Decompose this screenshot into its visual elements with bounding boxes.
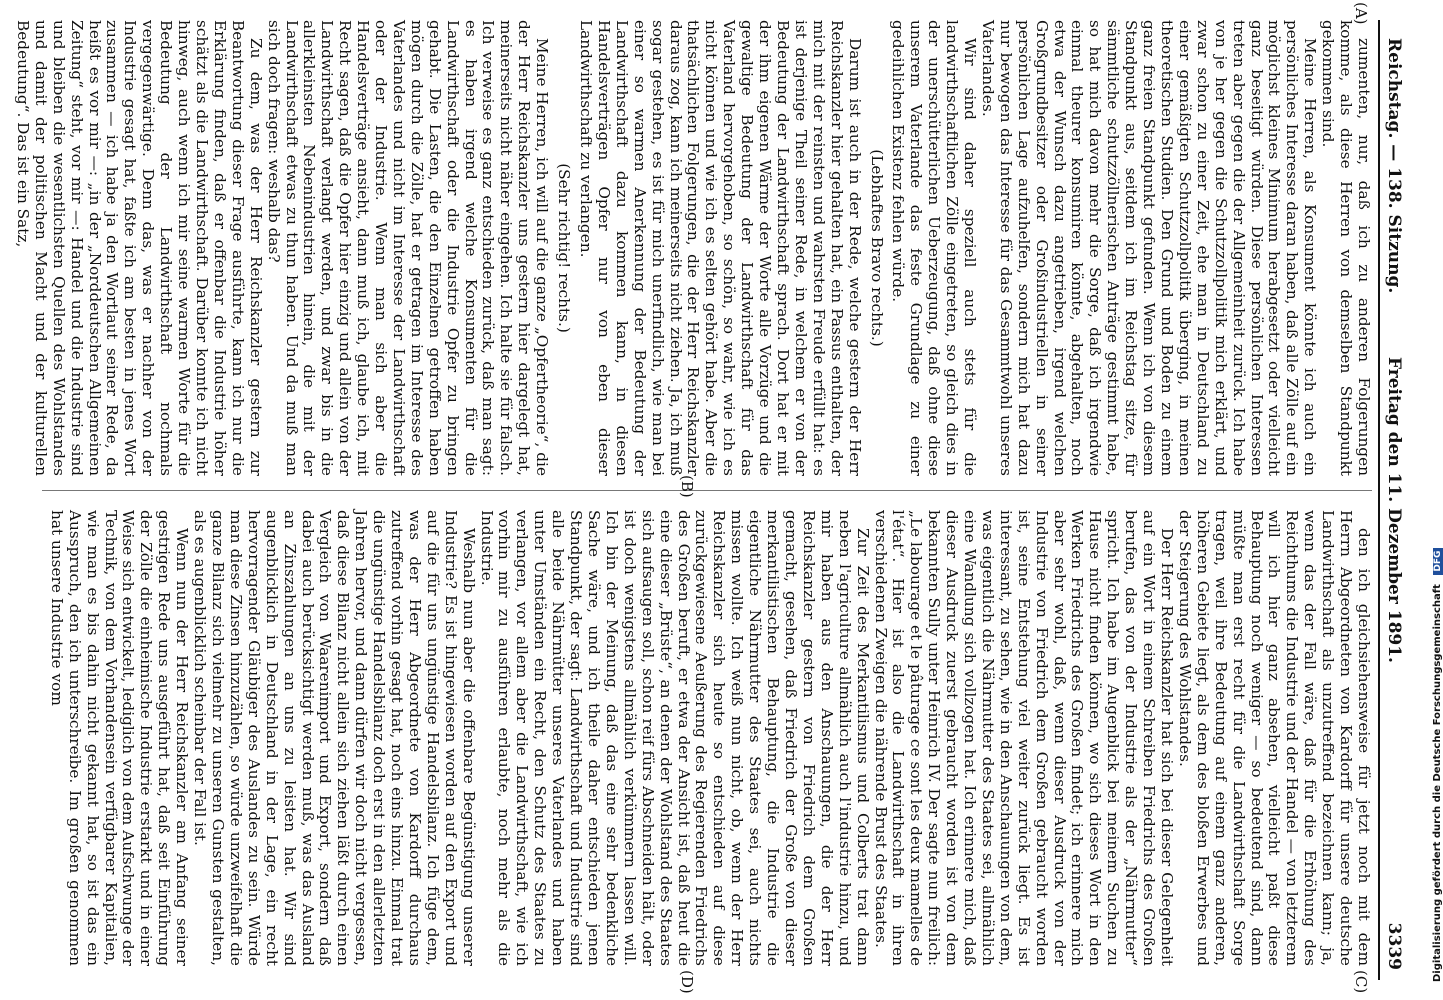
- left-paragraph: Wir sind daher speziell auch stets für die landwirthschaftlichen Zölle eingetreten, so gleich dies in der unerschütterlichen Ueberzeugung, daß ohne diese unserem Vaterlande das feste Grundlage zu einer gedeihlichen Existenz fehlen würde.: [889, 20, 980, 476]
- page-number: 3339: [1384, 922, 1404, 970]
- right-column: [42, 510, 1372, 966]
- left-paragraph: (Sehr richtig! rechts.): [555, 163, 574, 333]
- section-marker-d: (D): [678, 970, 696, 994]
- right-paragraph: Zur Zeit des Merkantilismus und Colberts trat dann neben l'agriculture allmählich auch l'industrie hinzu, und mir haben aus den Anschauungen, die der Herr Reichskanzler gestern von Friedrich dem Großen gemacht, gesehen, daß Friedrich der Große von dieser merkantilistischen Behauptung, die Industrie die eigentliche Nährmutter des Staates sei, auch nichts missen wollte. Ich weiß nun nicht, ob, wenn der Herr Reichskanzler sich heute so entschieden auf diese zurückgewiesene Aeußerung des Regierenden Friedrichs des Großen beruft, er etwa der Ansicht ist, daß heut die eine dieser „Brüste“, an denen der Wohlstand des Staates sich aufsaugen soll, schon reif fürs Abschneiden hält, oder ist doch wenigstens allmählich verkümmern lassen will. Ich bin der Meinung, daß das eine sehr bedenkliche Sache wäre, und ich theile daher entschieden jenen Standpunkt, der sagt: Landwirthschaft und Industrie sind alle beide Nährmütter unseres Vaterlandes und haben unter Umständen ein Recht, den Schutz des Staates zu verlangen, vor allem aber die Landwirthschaft, wie ich vorhin mir zu ausführen erlaubte, noch mehr als die Industrie.: [477, 510, 872, 966]
- header-date: Freitag den 11. Dezember 1891.: [1384, 357, 1404, 663]
- header-rule: [1378, 20, 1380, 980]
- left-paragraph: (Lebhaftes Bravo rechts.): [867, 149, 886, 347]
- right-paragraph: Wenn nun der Herr Reichskanzler am Anfang seiner gestrigen Rede uns ausgeführt hat, daß seit Einführung der Zölle die einheimische Industrie erstarkt und in einer Weise sich entwickelt, lediglich von dem Aufschwunge der Technik, von dem Vorhandensein verfügbarer Kapitalien, wie man es bis dahin nicht gekannt hat, so ist das ein Ausspruch, den ich unterschreibe. Im großen genommen hat unsere Industrie vom: [47, 510, 192, 966]
- right-paragraph: den ich gleichsiehensweise für jetzt noch mit dem Herrn Abgeordneten von Kardorff für unsere deutsche Landwirthschaft als unzutreffend bezeichnen kann; ja, wenn das der Fall wäre, daß für die Erhöhung des Reichthums die Industrie und der Handel — von letzterem will ich hier ganz absehen, vielleicht paßt diese Behauptung noch weniger — so bedeutend sind, dann müßte man erst recht für die Landwirthschaft Sorge tragen, weil ihre Bedeutung auf einem ganz anderen, höheren Gebiete liegt, als dem des bloßen Erwerbes und der Steigerung des Wohlstandes.: [1175, 510, 1373, 966]
- left-column: [13, 20, 1373, 476]
- left-paragraph: Zu dem, was der Herr Reichskanzler gestern zur Beantwortung dieser Frage ausführte, kann ich nur die Erklärung finden, daß er offenbar die Industrie höher schätzt als die Landwirthschaft. Darüber konnte ich nicht hinweg, auch wenn ich mir seine warmen Worte für die Bedeutung der Landwirthschaft nochmals vergegenwärtige. Denn das, was er nachher von der Industrie gesagt hat, faßte ich am besten in jenes Wort zusammen — ich habe ja den Wortlaut seiner Rede, da heißt es vor mir —: „in der „Norddeutschen Allgemeinen Zeitung“ steht, vor mir —: Handel und die Industrie sind und bleiben die wesentlichsten Quellen des Wohlstandes und damit der politischen Macht und der kulturellen Bedeutung“. Das ist ein Satz,: [13, 20, 265, 476]
- left-paragraph: Darum ist auch in der Rede, welche gestern der Herr Reichskanzler hier gehalten hat, ein Passus enthalten, der mich mit der reinsten und wahrsten Freude erfüllt hat: es ist derjenige Theil seiner Rede, in welchem er von der Bedeutung der Landwirthschaft sprach. Dort hat er mit der ihm eigenen Wärme der Worte alle Vorzüge und die gewaltige Bedeutung der Landwirthschaft für das Vaterland hervorgehoben, so schön, so wahr, wie ich es nicht können und wie ich es selten gehört habe. Aber die thatsächlichen Folgerungen, die der Herr Reichskanzler daraus zog, kann ich meinerseits nicht ziehen. Ja, ich muß sogar gestehen, es ist für mich unerfindlich, wie man bei einer so warmen Anerkennung der Bedeutung der Landwirthschaft dazu kommen kann, in diesen Handelsverträgen Opfer nur von eben dieser Landwirthschaft zu verlangen.: [577, 20, 864, 476]
- right-paragraph: Weshalb nun aber die offenbare Begünstigung unserer Industrie? Es ist hingewiesen worden auf den Export und auf die für uns ungünstige Handelsbilanz. Ich füge dem, was der Herr Abgeordnete von Kardorff durchaus zutreffend vorhin gesagt hat, noch eins hinzu. Einmal trat die ungünstige Handelsbilanz doch erst in den allerletzten Jahren hervor, und dann dürfen wir doch nicht vergessen, daß diese Bilanz nicht allein sich ziehen läßt durch einen Vergleich von Waarenimport und Export, sondern daß dabei auch berücksichtigt werden muß, was das Ausland an Zinszahlungen an uns zu leisten hat. Wir sind augenblicklich in Deutschland in der Lage, ein recht hervorragender Gläubiger des Auslandes zu sein. Würde man diese Zinsen hinzuzählen, so würde unzweifelhaft die ganze Bilanz sich vielmehr zu unseren Gunsten gestalten, als es augenblicklich scheinbar der Fall ist.: [191, 510, 478, 966]
- left-paragraph: zumenten, nur, daß ich zu anderen Folgerungen komme, als diese Herren von demselben Standpunkt gekommen sind.: [1319, 20, 1373, 476]
- left-paragraph: Meine Herren, als Konsument könnte ich auch ein persönliches Interesse daran haben, daß alle Zölle auf ein möglichst kleines Minimum herabgesetzt oder vielleicht ganz beseitigt würden. Diese persönlichen Interessen treten aber gegen die der Allgemeinheit zurück. Ich habe von je her gegen die Schutzzollpolitik mich erklärt, und zwar schon zu einer Zeit, ehe man in Deutschland zu einer gemäßigten Schutzzollpolitik überging, in meinen theoretischen Studien. Den Grund und Boden zu einem ganz freien Standpunkt gefunden. Wenn ich von diesem Standpunkt aus, seitdem ich im Reichstag sitze, für sämmtliche schutzzöllnerischen Anträge gestimmt habe, so hat mich davon mehr die Sorge, daß ich irgendwie einmal theurer konsumiren könnte, abgehalten, noch etwa der Wunsch dazu angetrieben, irgend welchen Großgrundbesitzer oder Großindustriellen in seiner persönlichen Lage aufzuhelfen, sondern mich hat dazu nur bewogen das Interesse für das Gesammtwohl unseres Vaterlandes.: [978, 20, 1320, 476]
- section-marker-b: (B): [678, 475, 696, 498]
- section-marker-a: (A): [1352, 2, 1370, 25]
- section-marker-c: (C): [1352, 970, 1370, 994]
- footer-notice: Digitalisierung gefördert durch die Deutsche Forschungsgemeinschaft: [1432, 584, 1443, 982]
- dfg-logo: DFG: [1433, 548, 1443, 575]
- digitization-footer: [1418, 0, 1443, 1000]
- right-paragraph: Der Herr Reichskanzler hat sich bei dieser Gelegenheit auf ein Wort in einem Schreiben Friedrichs des Großen berufen, das von der Industrie als der „Nährmutter“ spricht. Ich habe im Augenblick bei meinem Suchen zu Hause nicht finden können, wo sich dieses Wort in den Werken Friedrichs des Großen findet; ich erinnere mich aber sehr wohl, daß, wenn dieser Ausdruck von der Industrie von Friedrich dem Großen gebraucht worden ist, seine Entstehung viel weiter zurück liegt. Es ist interessant, zu sehen, wie in den Anschauungen von dem, was eigentlich die Nährmutter des Staates sei, allmählich eine Wandlung sich vollzogen hat. Ich erinnere mich, daß dieser Ausdruck zuerst gebraucht worden ist von dem bekannten Sully unter Heinrich IV. Der sagte nun freilich: „Le labourage et le pâturage ce sont les deux mamelles de l'état“. Hier ist also die Landwirthschaft in ihren verschiedenen Zweigen die nährende Brust des Staates.: [871, 510, 1177, 966]
- header-left: Reichstag. — 138. Sitzung.: [1384, 38, 1404, 294]
- column-divider: [42, 490, 1372, 491]
- left-paragraph: Meine Herren, ich will auf die ganze „Opfertheorie“, die der Herr Reichskanzler uns gestern hier dargelegt hat, meinerseits nicht näher eingehen. Ich halte sie für falsch. Ich verweise es ganz entschieden zurück, daß man sagt: es haben irgend welche Konsumenten für die Landwirthschaft oder die Industrie Opfer zu bringen gehabt. Die Lasten, die den Einzelnen getroffen haben mögen durch die Zölle, hat er getragen im Interesse des Vaterlandes und nicht im Interesse der Landwirthschaft oder der Industrie. Wenn man sich aber die Handelsverträge ansieht, dann muß ich, glaube ich, mit Recht sagen, daß die Opfer hier einzig und allein von der Landwirthschaft verlangt werden, und zwar bis in die allerkleinsten Nebenindustrien hinein, die mit der Landwirthschaft etwas zu thun haben. Und da muß man sich doch fragen: weshalb das?: [264, 20, 552, 476]
- running-header: [1376, 0, 1416, 1000]
